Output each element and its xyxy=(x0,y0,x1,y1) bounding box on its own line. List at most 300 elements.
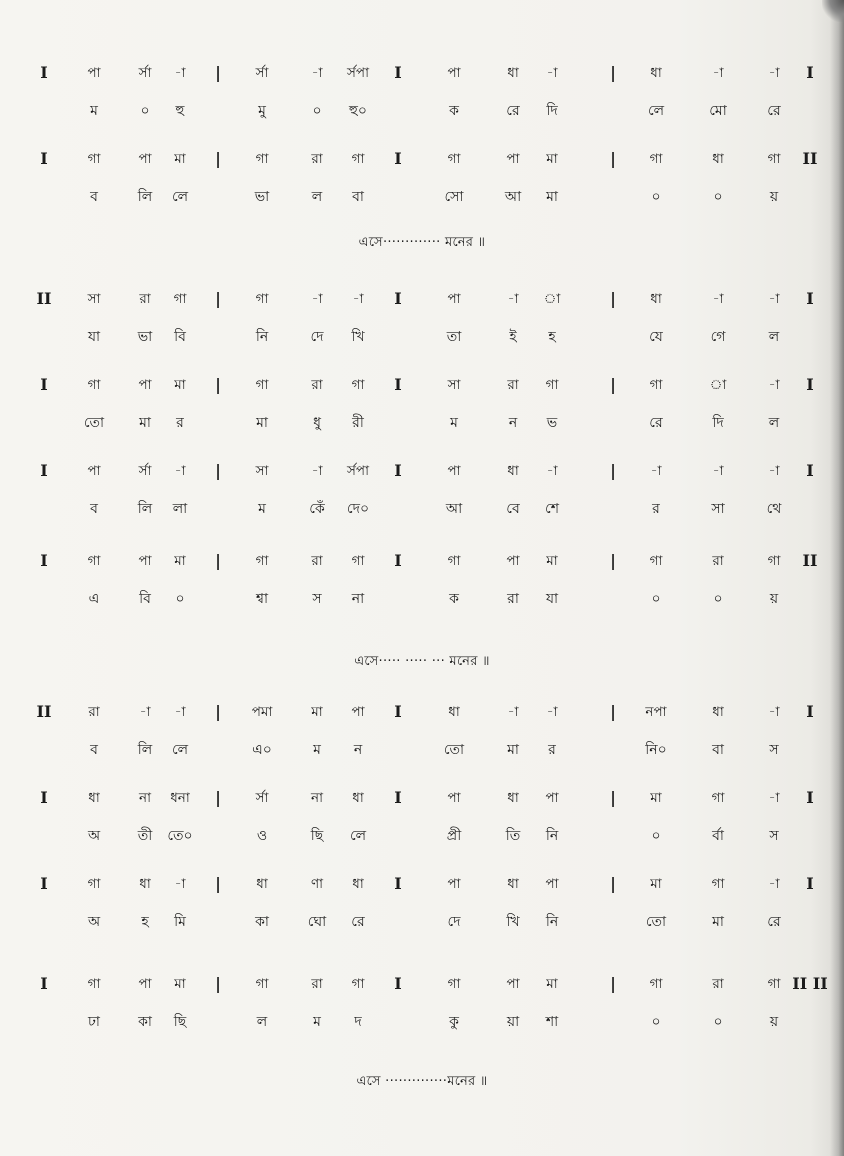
note: -া xyxy=(768,463,780,479)
note: র্সপা xyxy=(347,463,369,479)
lyric-syllable: ল xyxy=(768,329,780,345)
lyric-syllable: স xyxy=(769,828,779,844)
note: সা xyxy=(255,463,269,479)
note: পা xyxy=(87,65,101,81)
barline: I xyxy=(806,461,814,480)
barline: | xyxy=(610,702,616,721)
lyric-syllable: লা xyxy=(172,501,188,517)
lyric-syllable: কা xyxy=(255,914,269,930)
note: পমা xyxy=(251,704,273,720)
lyric-syllable: এ xyxy=(88,591,100,607)
note: পা xyxy=(447,790,461,806)
barline: I xyxy=(806,375,814,394)
note: ধা xyxy=(650,65,662,81)
lyric-syllable: ভা xyxy=(254,189,270,205)
barline: I xyxy=(806,63,814,82)
refrain-line: এসে ··············মনের ॥ xyxy=(356,1074,488,1089)
note: মা xyxy=(174,151,186,167)
lyric-syllable: র xyxy=(548,742,556,758)
refrain-line: এসে····· ····· ··· মনের ॥ xyxy=(354,654,490,669)
barline: | xyxy=(215,551,221,570)
note: গা xyxy=(351,976,365,992)
lyric-syllable: ক xyxy=(449,103,459,119)
lyric-syllable: না xyxy=(351,591,365,607)
note: গা xyxy=(87,553,101,569)
note: গা xyxy=(351,377,365,393)
note: মা xyxy=(546,976,558,992)
note: পা xyxy=(506,553,520,569)
barline: I xyxy=(40,551,48,570)
barline: | xyxy=(610,461,616,480)
note: র্সা xyxy=(138,463,152,479)
lyric-syllable: ল xyxy=(768,415,780,431)
barline: I xyxy=(394,375,402,394)
barline: | xyxy=(610,375,616,394)
lyric-syllable: ০ xyxy=(651,828,661,844)
lyric-syllable: মা xyxy=(546,189,558,205)
note: মা xyxy=(546,151,558,167)
lyric-syllable: মা xyxy=(139,415,151,431)
lyric-syllable: ঘো xyxy=(307,914,327,930)
barline: II xyxy=(802,149,818,168)
lyric-syllable: ম xyxy=(313,742,321,758)
lyric-syllable: হু০ xyxy=(348,103,368,119)
barline: | xyxy=(610,551,616,570)
note: গা xyxy=(649,151,663,167)
lyric-syllable: ব xyxy=(90,501,98,517)
lyric-syllable: হ xyxy=(548,329,556,345)
barline: II II xyxy=(792,974,828,993)
lyric-syllable: মু xyxy=(258,103,266,119)
barline: I xyxy=(40,375,48,394)
note: গা xyxy=(649,976,663,992)
lyric-syllable: ন xyxy=(353,742,363,758)
lyric-syllable: খি xyxy=(351,329,365,345)
note: মা xyxy=(311,704,323,720)
note: পা xyxy=(506,976,520,992)
note: পা xyxy=(447,463,461,479)
note: ধা xyxy=(139,876,151,892)
lyric-syllable: তো xyxy=(645,914,667,930)
lyric-row xyxy=(0,182,844,212)
lyric-syllable: অ xyxy=(87,828,101,844)
lyric-syllable: নি০ xyxy=(645,742,667,758)
lyric-syllable: ০ xyxy=(175,591,185,607)
lyric-syllable: ঢা xyxy=(88,1014,100,1030)
lyric-syllable: য় xyxy=(769,189,779,205)
lyric-syllable: কেঁ xyxy=(309,501,325,517)
lyric-syllable: ০ xyxy=(140,103,150,119)
note: া xyxy=(709,377,727,393)
lyric-syllable: ০ xyxy=(713,189,723,205)
lyric-syllable: লি xyxy=(137,501,153,517)
lyric-row xyxy=(0,821,844,851)
note: গা xyxy=(545,377,559,393)
note: -া xyxy=(174,876,186,892)
lyric-syllable: স xyxy=(312,591,322,607)
lyric-syllable: সা xyxy=(711,501,725,517)
note: পা xyxy=(506,151,520,167)
lyric-syllable: বি xyxy=(174,329,186,345)
lyric-syllable: নি xyxy=(255,329,269,345)
lyric-row xyxy=(0,494,844,524)
lyric-syllable: ম xyxy=(90,103,98,119)
lyric-syllable: য় xyxy=(769,591,779,607)
lyric-syllable: ম xyxy=(313,1014,321,1030)
page-corner-shadow xyxy=(822,0,844,22)
note: গা xyxy=(649,553,663,569)
barline: I xyxy=(394,149,402,168)
lyric-syllable: র xyxy=(176,415,184,431)
note: না xyxy=(139,790,151,806)
notation-row xyxy=(0,144,844,174)
note: গা xyxy=(351,151,365,167)
note: মা xyxy=(546,553,558,569)
note: -া xyxy=(352,291,364,307)
lyric-syllable: রে xyxy=(767,914,781,930)
lyric-syllable: তো xyxy=(443,742,465,758)
lyric-syllable: দি xyxy=(712,415,724,431)
note: -া xyxy=(507,704,519,720)
lyric-syllable: রে xyxy=(767,103,781,119)
lyric-syllable: গে xyxy=(710,329,726,345)
barline: II xyxy=(802,551,818,570)
note: গা xyxy=(447,976,461,992)
lyric-syllable: ল xyxy=(256,1014,268,1030)
note: মা xyxy=(650,790,662,806)
lyric-syllable: ও xyxy=(256,828,268,844)
note: র্সা xyxy=(255,65,269,81)
note: গা xyxy=(351,553,365,569)
lyric-syllable: লে xyxy=(349,828,367,844)
note: ধা xyxy=(352,790,364,806)
note: -া xyxy=(768,790,780,806)
lyric-syllable: সো xyxy=(444,189,464,205)
note: -া xyxy=(174,65,186,81)
lyric-syllable: খি xyxy=(506,914,520,930)
note: র্সা xyxy=(255,790,269,806)
note: পা xyxy=(138,151,152,167)
note: -া xyxy=(712,463,724,479)
note: -া xyxy=(650,463,662,479)
lyric-syllable: দে xyxy=(447,914,461,930)
notation-row xyxy=(0,58,844,88)
barline: | xyxy=(610,974,616,993)
note: ধা xyxy=(507,790,519,806)
barline: I xyxy=(40,874,48,893)
barline: I xyxy=(394,289,402,308)
lyric-syllable: কা xyxy=(138,1014,152,1030)
note: পা xyxy=(545,790,559,806)
note: রা xyxy=(311,377,323,393)
lyric-syllable: ০ xyxy=(713,591,723,607)
barline: I xyxy=(40,461,48,480)
lyric-syllable: তে০ xyxy=(167,828,193,844)
note: রা xyxy=(139,291,151,307)
note: -া xyxy=(311,291,323,307)
lyric-syllable: রে xyxy=(506,103,520,119)
note: ণা xyxy=(310,876,324,892)
note: গা xyxy=(87,976,101,992)
lyric-syllable: মা xyxy=(712,914,724,930)
lyric-syllable: তো xyxy=(83,415,105,431)
lyric-syllable: ই xyxy=(509,329,517,345)
note: গা xyxy=(767,151,781,167)
lyric-syllable: তি xyxy=(505,828,521,844)
note: -া xyxy=(311,463,323,479)
notation-row xyxy=(0,969,844,999)
note: ধা xyxy=(88,790,100,806)
lyric-syllable: যা xyxy=(87,329,101,345)
lyric-row xyxy=(0,907,844,937)
note: রা xyxy=(311,151,323,167)
lyric-syllable: ন xyxy=(508,415,518,431)
note: -া xyxy=(139,704,151,720)
lyric-row xyxy=(0,584,844,614)
barline: I xyxy=(394,874,402,893)
note: র্সপা xyxy=(347,65,369,81)
note: -া xyxy=(174,463,186,479)
note: পা xyxy=(447,291,461,307)
lyric-syllable: কু xyxy=(449,1014,459,1030)
note: গা xyxy=(711,876,725,892)
lyric-syllable: দি xyxy=(546,103,558,119)
notation-row xyxy=(0,869,844,899)
barline: II xyxy=(36,702,52,721)
barline: I xyxy=(40,974,48,993)
barline: I xyxy=(806,289,814,308)
note: সা xyxy=(87,291,101,307)
note: পা xyxy=(447,876,461,892)
lyric-syllable: আ xyxy=(504,189,522,205)
note: -া xyxy=(712,65,724,81)
note: মা xyxy=(174,377,186,393)
note: পা xyxy=(138,553,152,569)
lyric-row xyxy=(0,1007,844,1037)
lyric-syllable: ০ xyxy=(651,591,661,607)
lyric-syllable: ল xyxy=(311,189,323,205)
barline: I xyxy=(806,874,814,893)
lyric-syllable: ধু xyxy=(313,415,321,431)
barline: | xyxy=(610,63,616,82)
barline: | xyxy=(215,149,221,168)
note: -া xyxy=(768,377,780,393)
lyric-syllable: এ০ xyxy=(252,742,272,758)
lyric-syllable: ভ xyxy=(546,415,558,431)
lyric-syllable: ০ xyxy=(312,103,322,119)
barline: | xyxy=(610,874,616,893)
lyric-syllable: মা xyxy=(507,742,519,758)
note: -া xyxy=(546,463,558,479)
barline: I xyxy=(806,702,814,721)
note: রা xyxy=(311,976,323,992)
note: -া xyxy=(768,704,780,720)
note: গা xyxy=(255,291,269,307)
barline: | xyxy=(610,788,616,807)
note: রা xyxy=(88,704,100,720)
lyric-syllable: ব xyxy=(90,189,98,205)
note: ধা xyxy=(712,704,724,720)
note: পা xyxy=(138,377,152,393)
lyric-syllable: লে xyxy=(171,742,189,758)
lyric-row xyxy=(0,735,844,765)
note: সা xyxy=(447,377,461,393)
note: গা xyxy=(87,377,101,393)
note: ধা xyxy=(352,876,364,892)
lyric-syllable: রা xyxy=(507,591,519,607)
note: ধা xyxy=(507,65,519,81)
note: গা xyxy=(649,377,663,393)
note: -া xyxy=(174,704,186,720)
note: -া xyxy=(507,291,519,307)
note: রা xyxy=(712,976,724,992)
note: গা xyxy=(173,291,187,307)
notation-row xyxy=(0,697,844,727)
note: ধনা xyxy=(170,790,190,806)
note: -া xyxy=(768,291,780,307)
lyric-syllable: ০ xyxy=(651,1014,661,1030)
barline: | xyxy=(215,375,221,394)
lyric-syllable: ব xyxy=(90,742,98,758)
note: রা xyxy=(712,553,724,569)
note: ধা xyxy=(650,291,662,307)
lyric-syllable: শে xyxy=(545,501,559,517)
lyric-syllable: বা xyxy=(712,742,724,758)
lyric-syllable: আ xyxy=(445,501,463,517)
lyric-syllable: তী xyxy=(137,828,153,844)
lyric-syllable: য় xyxy=(769,1014,779,1030)
note: রা xyxy=(311,553,323,569)
note: ধা xyxy=(256,876,268,892)
barline: II xyxy=(36,289,52,308)
lyric-syllable: মি xyxy=(174,914,186,930)
note: র্সা xyxy=(138,65,152,81)
lyric-syllable: দ xyxy=(354,1014,362,1030)
lyric-syllable: ছি xyxy=(310,828,324,844)
lyric-syllable: হু xyxy=(175,103,185,119)
notation-row xyxy=(0,370,844,400)
lyric-syllable: যা xyxy=(545,591,559,607)
note: পা xyxy=(447,65,461,81)
note: -া xyxy=(768,876,780,892)
note: মা xyxy=(650,876,662,892)
lyric-syllable: রে xyxy=(351,914,365,930)
note: গা xyxy=(255,151,269,167)
barline: I xyxy=(806,788,814,807)
lyric-syllable: রী xyxy=(352,415,364,431)
barline: I xyxy=(40,149,48,168)
note: গা xyxy=(447,553,461,569)
note: পা xyxy=(87,463,101,479)
note: -া xyxy=(546,65,558,81)
lyric-syllable: লে xyxy=(647,103,665,119)
lyric-syllable: রে xyxy=(649,415,663,431)
lyric-syllable: ০ xyxy=(713,1014,723,1030)
refrain-line: এসে············· মনের ॥ xyxy=(358,235,486,250)
lyric-syllable: থে xyxy=(766,501,782,517)
lyric-syllable: শা xyxy=(545,1014,559,1030)
lyric-row xyxy=(0,96,844,126)
lyric-syllable: নি xyxy=(545,828,559,844)
note: গা xyxy=(447,151,461,167)
barline: | xyxy=(610,289,616,308)
note: গা xyxy=(87,876,101,892)
notation-row xyxy=(0,783,844,813)
note: নপা xyxy=(645,704,667,720)
note: গা xyxy=(767,553,781,569)
lyric-syllable: লে xyxy=(171,189,189,205)
note: ধা xyxy=(448,704,460,720)
note: -া xyxy=(768,65,780,81)
barline: | xyxy=(215,702,221,721)
lyric-syllable: বা xyxy=(352,189,364,205)
notation-row xyxy=(0,546,844,576)
note: ধা xyxy=(507,463,519,479)
lyric-syllable: যে xyxy=(649,329,663,345)
lyric-syllable: ম xyxy=(258,501,266,517)
note: গা xyxy=(87,151,101,167)
barline: I xyxy=(394,63,402,82)
lyric-syllable: ভা xyxy=(137,329,153,345)
lyric-syllable: র xyxy=(652,501,660,517)
lyric-syllable: অ xyxy=(87,914,101,930)
lyric-syllable: লি xyxy=(137,189,153,205)
lyric-syllable: শ্বা xyxy=(255,591,269,607)
barline: I xyxy=(40,788,48,807)
note: গা xyxy=(255,377,269,393)
barline: | xyxy=(215,788,221,807)
barline: | xyxy=(215,289,221,308)
note: গা xyxy=(711,790,725,806)
barline: I xyxy=(394,551,402,570)
lyric-syllable: র্বা xyxy=(712,828,724,844)
lyric-syllable: স xyxy=(769,742,779,758)
note: -া xyxy=(712,291,724,307)
note: গা xyxy=(255,976,269,992)
barline: | xyxy=(215,461,221,480)
note: ধা xyxy=(507,876,519,892)
lyric-syllable: ম xyxy=(450,415,458,431)
lyric-syllable: ০ xyxy=(651,189,661,205)
barline: I xyxy=(394,702,402,721)
lyric-syllable: ছি xyxy=(173,1014,187,1030)
barline: | xyxy=(215,874,221,893)
barline: I xyxy=(394,974,402,993)
lyric-syllable: বে xyxy=(506,501,520,517)
barline: I xyxy=(394,788,402,807)
lyric-syllable: লি xyxy=(137,742,153,758)
barline: I xyxy=(394,461,402,480)
note: -া xyxy=(546,704,558,720)
lyric-syllable: মা xyxy=(256,415,268,431)
note: পা xyxy=(545,876,559,892)
barline: | xyxy=(610,149,616,168)
note: গা xyxy=(255,553,269,569)
lyric-syllable: মো xyxy=(709,103,727,119)
barline: | xyxy=(215,974,221,993)
note: -া xyxy=(311,65,323,81)
lyric-syllable: দে xyxy=(310,329,324,345)
lyric-syllable: তা xyxy=(446,329,462,345)
notation-row xyxy=(0,456,844,486)
note: না xyxy=(311,790,323,806)
lyric-row xyxy=(0,322,844,352)
note: রা xyxy=(507,377,519,393)
note: পা xyxy=(351,704,365,720)
note: গা xyxy=(767,976,781,992)
lyric-syllable: দে০ xyxy=(346,501,370,517)
lyric-syllable: বি xyxy=(139,591,151,607)
